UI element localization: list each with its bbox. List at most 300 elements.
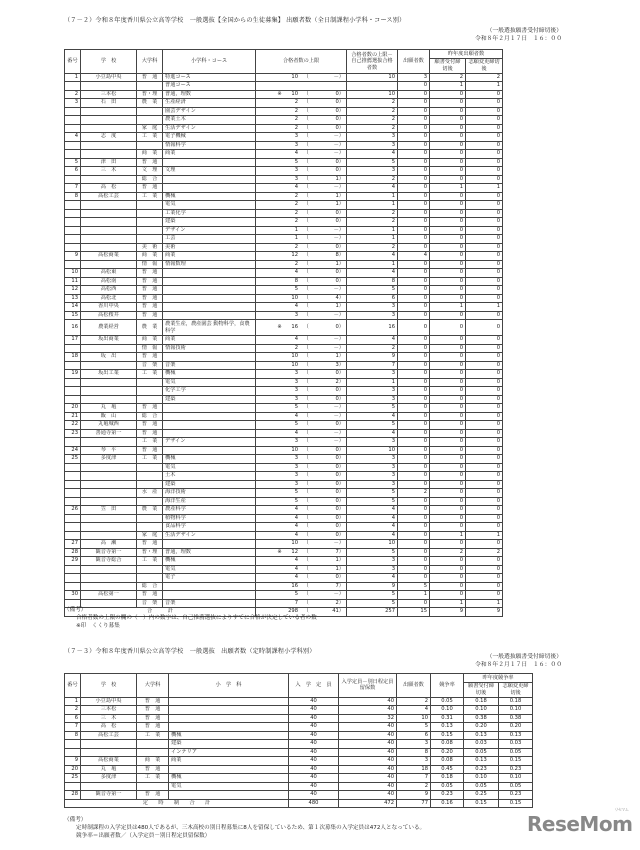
row-prev-after-change: 0 xyxy=(466,141,503,150)
row-limit: 8 （ 0） xyxy=(256,277,347,286)
row-applicants: 0 xyxy=(398,277,430,286)
row-prev-after-change: 0.13 xyxy=(499,731,533,740)
limit-value: 4 xyxy=(294,336,298,343)
logo-ruby: リセマム xyxy=(614,807,629,812)
row-ratio: 0.05 xyxy=(431,782,464,791)
row-school: 丸 亀 xyxy=(81,404,137,413)
row-course: 文理 xyxy=(163,167,256,176)
row-prev-after-accept: 0 xyxy=(430,235,466,244)
row-course: 建築 xyxy=(163,395,256,404)
row-number xyxy=(65,218,81,227)
row-prev-after-change: 1 xyxy=(466,599,503,608)
row-prev-after-accept: 0 xyxy=(430,158,466,167)
row-capacity: 40 xyxy=(289,740,339,749)
row-applicants: 0 xyxy=(398,311,430,320)
row-school: 多度津 xyxy=(81,455,137,464)
self-recommend-count: 1 xyxy=(335,565,339,572)
notes-heading: （備考） xyxy=(64,607,87,613)
row-net-limit xyxy=(347,82,398,91)
row-applicants: 0 xyxy=(398,303,430,312)
limit-value: 4 xyxy=(294,429,298,436)
row-prev-after-change: 0 xyxy=(466,463,503,472)
row-course: 商業 xyxy=(163,150,256,159)
row-number: 27 xyxy=(65,540,81,549)
row-department: 普 通 xyxy=(137,303,163,312)
row-net-limit: 8 xyxy=(347,277,398,286)
table-row xyxy=(65,175,503,184)
row-net-limit: 3 xyxy=(347,463,398,472)
col2-prev-after-change: 志願変更締切後 xyxy=(499,682,533,697)
table-row xyxy=(65,286,503,295)
row-course xyxy=(163,429,256,438)
table-row xyxy=(65,531,503,540)
row-limit: 2 （ 0） xyxy=(256,116,347,125)
row-number xyxy=(65,531,81,540)
row-net-limit: 2 xyxy=(347,218,398,227)
self-recommend-count: 0 xyxy=(335,99,339,106)
row-prev-after-accept: 2 xyxy=(430,73,466,82)
section1-title: （７－２）令和８年度香川県公立高等学校 一般選抜【全国からの生徒募集】 出願者数（全日制課程小学科・コース別） xyxy=(64,17,406,24)
row-applicants: 0 xyxy=(398,344,430,353)
row-prev-after-accept: 0 xyxy=(430,489,466,498)
row-department: 工 業 xyxy=(137,438,163,447)
row-department: 商 業 xyxy=(137,336,163,345)
total-paren-value: 41 xyxy=(332,608,339,615)
row-applicants: 0 xyxy=(398,523,430,532)
row-number xyxy=(65,150,81,159)
row-applicants: 4 xyxy=(398,252,430,261)
row-net-limit: 4 xyxy=(347,412,398,421)
table-row xyxy=(65,192,503,201)
self-recommend-count: 0 xyxy=(335,218,339,225)
limit-value: 10 xyxy=(291,294,298,301)
row-capacity: 40 xyxy=(289,791,339,800)
row-limit: 2 （ 0） xyxy=(256,218,347,227)
row-applicants: 0 xyxy=(398,201,430,210)
table-row xyxy=(65,99,503,108)
row-school xyxy=(81,378,137,387)
row-number: 16 xyxy=(65,320,81,336)
fulltime-applicants-table xyxy=(64,49,503,617)
row-course: 海洋技術 xyxy=(163,489,256,498)
col2-prev-year: 昨年度競争率 xyxy=(464,674,533,683)
row-net-limit: 7 xyxy=(347,361,398,370)
self-recommend-count: 2 xyxy=(335,599,339,606)
row-prev-after-accept: 0 xyxy=(430,201,466,210)
row-school xyxy=(81,514,137,523)
row-course: 機械 xyxy=(169,774,289,783)
section1-meta-date: 令和８年２月１７日 １６：００ xyxy=(475,36,562,42)
row-net-limit: 5 xyxy=(347,286,398,295)
row-number xyxy=(65,497,81,506)
row-limit: 4 （ 0） xyxy=(256,574,347,583)
row-prev-after-change: 0 xyxy=(466,320,503,336)
limit-value: 2 xyxy=(294,192,298,199)
limit-value: 10 xyxy=(291,90,298,97)
row-number: 20 xyxy=(65,404,81,413)
limit-value: 8 xyxy=(294,277,298,284)
table-row xyxy=(65,723,533,732)
table-row xyxy=(65,150,503,159)
row-net-limit: 4 xyxy=(347,531,398,540)
row-ratio: 0.13 xyxy=(431,723,464,732)
row-limit: ※ 12 （ 7） xyxy=(256,548,347,557)
limit-value: 4 xyxy=(294,531,298,538)
table-row xyxy=(65,260,503,269)
row-number: 17 xyxy=(65,336,81,345)
row-prev-after-accept: 0 xyxy=(430,252,466,261)
row-school xyxy=(81,463,137,472)
row-prev-after-change: 0 xyxy=(466,557,503,566)
row-school xyxy=(81,107,137,116)
row-net-limit: 5 xyxy=(347,489,398,498)
row-prev-after-change: 1 xyxy=(466,82,503,91)
limit-value: 3 xyxy=(294,472,298,479)
row-limit: ※ 16 （ 0） xyxy=(256,320,347,336)
row-number: 6 xyxy=(65,714,81,723)
col2-no: 番号 xyxy=(65,674,81,698)
row-applicants: 0 xyxy=(398,548,430,557)
row-net-limit: 4 xyxy=(347,336,398,345)
row-school xyxy=(81,438,137,447)
total2-label: 定 時 制 合 計 xyxy=(65,799,289,808)
self-recommend-count: 0 xyxy=(335,421,339,428)
row-prev-after-change: 0 xyxy=(466,277,503,286)
row-school: 高 松 xyxy=(81,184,137,193)
row-prev-after-accept: 0.10 xyxy=(464,774,499,783)
limit-value: 4 xyxy=(294,184,298,191)
row-number xyxy=(65,582,81,591)
row-net-limit: 3 xyxy=(347,480,398,489)
row-limit: 2 （ －） xyxy=(256,344,347,353)
table-row xyxy=(65,497,503,506)
row-department xyxy=(137,463,163,472)
self-recommend-count: － xyxy=(333,540,339,547)
table-row xyxy=(65,714,533,723)
row-prev-after-change: 0 xyxy=(466,353,503,362)
row-applicants: 7 xyxy=(397,774,431,783)
table-row xyxy=(65,344,503,353)
row-prev-after-accept: 0 xyxy=(430,591,466,600)
table-row xyxy=(65,557,503,566)
notes2-heading: （備考） xyxy=(64,817,87,823)
row-department xyxy=(137,218,163,227)
row-course: 商業 xyxy=(163,252,256,261)
row-school: 高松商業 xyxy=(81,757,137,766)
row-number xyxy=(65,141,81,150)
table-row xyxy=(65,336,503,345)
row-number: 18 xyxy=(65,353,81,362)
row-prev-after-accept: 0 xyxy=(430,472,466,481)
row-school: 高松西 xyxy=(81,286,137,295)
row-net-limit: 3 xyxy=(347,565,398,574)
row-number: 2 xyxy=(65,706,81,715)
table-row xyxy=(65,697,533,706)
row-course: 建築 xyxy=(163,480,256,489)
row-applicants: 0 xyxy=(398,387,430,396)
row-limit: 4 （ －） xyxy=(256,429,347,438)
row-applicants: 6 xyxy=(397,731,431,740)
limit-value: 2 xyxy=(294,209,298,216)
row-department xyxy=(137,226,163,235)
self-recommend-count: － xyxy=(333,591,339,598)
self-recommend-count: － xyxy=(333,412,339,419)
row-course xyxy=(163,421,256,430)
row-course: 工業化学 xyxy=(163,209,256,218)
row-department: 普 通 xyxy=(137,269,163,278)
row-prev-after-accept: 0 xyxy=(430,421,466,430)
row-applicants: 0 xyxy=(398,599,430,608)
self-recommend-count: 0 xyxy=(335,124,339,131)
limit-value: 2 xyxy=(294,344,298,351)
row-department xyxy=(137,209,163,218)
row-prev-after-accept: 0.38 xyxy=(464,714,499,723)
row-applicants: 0 xyxy=(398,286,430,295)
row-applicants: 0 xyxy=(398,167,430,176)
row-school xyxy=(81,361,137,370)
limit-value: 3 xyxy=(294,133,298,140)
row-department xyxy=(137,740,169,749)
table-row xyxy=(65,378,503,387)
row-limit: 3 （ 0） xyxy=(256,370,347,379)
table-row xyxy=(65,591,503,600)
row-net-limit: 1 xyxy=(347,201,398,210)
row-number xyxy=(65,782,81,791)
row-department: 水 産 xyxy=(137,489,163,498)
self-recommend-count: － xyxy=(333,286,339,293)
row-limit: 2 （ 1） xyxy=(256,260,347,269)
row-prev-after-change: 0 xyxy=(466,158,503,167)
limit-value: 5 xyxy=(294,286,298,293)
section2-title: （７－３）令和８年度香川県公立高等学校 一般選抜 出願者数（定時制課程小学科別） xyxy=(64,648,316,655)
row-department: 工 業 xyxy=(137,370,163,379)
row-school: 高松工芸 xyxy=(81,731,137,740)
row-applicants: 0 xyxy=(398,361,430,370)
row-school: 農業経営 xyxy=(81,320,137,336)
row-prev-after-accept: 0 xyxy=(430,294,466,303)
row-applicants: 0 xyxy=(398,353,430,362)
col-prev-after-change: 志願変更締切後 xyxy=(466,58,503,73)
row-number: 13 xyxy=(65,294,81,303)
row-school: 高松桜井 xyxy=(81,311,137,320)
row-number: 29 xyxy=(65,557,81,566)
row-prev-after-change: 0 xyxy=(466,404,503,413)
row-number: 19 xyxy=(65,370,81,379)
limit-value: 4 xyxy=(294,150,298,157)
row-applicants: 3 xyxy=(397,740,431,749)
row-limit: 7 （ 2） xyxy=(256,599,347,608)
row-prev-after-accept: 0 xyxy=(430,311,466,320)
row-prev-after-change: 0.10 xyxy=(499,706,533,715)
row-applicants: 0 xyxy=(398,455,430,464)
self-recommend-count: － xyxy=(333,438,339,445)
row-net-limit: 3 xyxy=(347,438,398,447)
row-applicants: 3 xyxy=(398,73,430,82)
self-recommend-count: 0 xyxy=(335,209,339,216)
row-prev-after-accept: 0 xyxy=(430,320,466,336)
row-prev-after-change: 0 xyxy=(466,540,503,549)
row-capacity: 40 xyxy=(289,714,339,723)
row-school xyxy=(81,740,137,749)
row-number: 28 xyxy=(65,548,81,557)
row-capacity-net: 40 xyxy=(339,748,397,757)
row-school: 津 田 xyxy=(81,158,137,167)
col2-school: 学 校 xyxy=(81,674,137,698)
row-limit: 5 （ －） xyxy=(256,286,347,295)
row-number xyxy=(65,574,81,583)
col2-prev-after-accept: 願書受付締切後 xyxy=(464,682,499,697)
limit-value: 7 xyxy=(294,599,298,606)
row-number xyxy=(65,260,81,269)
row-course xyxy=(163,582,256,591)
table-row xyxy=(65,429,503,438)
self-recommend-count: 0 xyxy=(335,463,339,470)
row-limit: 4 （ 1） xyxy=(256,565,347,574)
row-net-limit: 4 xyxy=(347,150,398,159)
table-row xyxy=(65,303,503,312)
row-number: 8 xyxy=(65,192,81,201)
notes2-line-2: 競争率＝出願者数／（入学定員－別日程定員留保数） xyxy=(76,833,211,839)
row-prev-after-change: 0 xyxy=(466,565,503,574)
row-prev-after-change: 0 xyxy=(466,429,503,438)
table-row xyxy=(65,141,503,150)
table-row xyxy=(65,124,503,133)
row-limit: 3 （ 0） xyxy=(256,455,347,464)
limit-value: 2 xyxy=(294,107,298,114)
table-row xyxy=(65,294,503,303)
row-prev-after-accept: 0.03 xyxy=(464,740,499,749)
row-limit: 5 （ 0） xyxy=(256,489,347,498)
row-net-limit: 2 xyxy=(347,116,398,125)
row-school: 高松工芸 xyxy=(81,192,137,201)
row-course xyxy=(163,277,256,286)
row-limit: 5 （ 0） xyxy=(256,421,347,430)
row-net-limit: 3 xyxy=(347,133,398,142)
row-prev-after-change: 0.03 xyxy=(499,740,533,749)
row-ratio: 0.23 xyxy=(431,791,464,800)
limit-value: 2 xyxy=(294,260,298,267)
col2-applicants: 出願者数 xyxy=(397,674,431,698)
limit-value: 4 xyxy=(294,565,298,572)
row-course: 電気 xyxy=(163,565,256,574)
limit-value: 2 xyxy=(294,116,298,123)
row-applicants: 5 xyxy=(398,582,430,591)
row-department: 普 通 xyxy=(137,765,169,774)
row-prev-after-change: 0 xyxy=(466,260,503,269)
limit-value: 3 xyxy=(294,387,298,394)
limit-value: 3 xyxy=(294,395,298,402)
row-applicants: 0 xyxy=(398,429,430,438)
row-prev-after-change: 0 xyxy=(466,344,503,353)
row-school: 高松第一 xyxy=(81,591,137,600)
self-recommend-count: 0 xyxy=(335,116,339,123)
row-school: 三本松 xyxy=(81,90,137,99)
row-net-limit: 3 xyxy=(347,141,398,150)
table-row xyxy=(65,269,503,278)
self-recommend-count: － xyxy=(333,226,339,233)
row-capacity-net: 40 xyxy=(339,697,397,706)
row-number xyxy=(65,489,81,498)
row-department xyxy=(137,395,163,404)
row-number: 21 xyxy=(65,412,81,421)
row-net-limit: 2 xyxy=(347,124,398,133)
self-recommend-count: 0 xyxy=(335,480,339,487)
self-recommend-count: 1 xyxy=(335,557,339,564)
row-applicants: 0 xyxy=(398,472,430,481)
row-department: 家 庭 xyxy=(137,531,163,540)
row-department: 工 業 xyxy=(137,774,169,783)
self-recommend-count: － xyxy=(333,235,339,242)
row-limit: 10 （ 0） xyxy=(256,446,347,455)
row-limit: 4 （ 0） xyxy=(256,506,347,515)
row-applicants: 3 xyxy=(397,757,431,766)
row-department: 普 通 xyxy=(137,353,163,362)
row-department: 工 業 xyxy=(137,133,163,142)
row-school xyxy=(81,209,137,218)
self-recommend-count: 0 xyxy=(335,90,339,97)
row-school xyxy=(81,201,137,210)
limit-value: 10 xyxy=(291,446,298,453)
row-prev-after-change: 1 xyxy=(466,184,503,193)
row-course: 建築 xyxy=(169,740,289,749)
row-number: 14 xyxy=(65,303,81,312)
row-prev-after-change: 0 xyxy=(466,116,503,125)
limit-value: 5 xyxy=(294,421,298,428)
col-dept: 大学科 xyxy=(137,50,163,74)
row-net-limit: 10 xyxy=(347,540,398,549)
limit-value: 16 xyxy=(291,582,298,589)
row-school: 小豆島中央 xyxy=(81,73,137,82)
section2-meta-date: 令和８年２月１７日 １６：００ xyxy=(475,662,562,668)
self-recommend-count: 0 xyxy=(335,472,339,479)
row-prev-after-change: 0 xyxy=(466,311,503,320)
row-net-limit: 4 xyxy=(347,252,398,261)
row-limit: 3 （ 0） xyxy=(256,463,347,472)
self-recommend-count: － xyxy=(333,73,339,80)
table-row xyxy=(65,133,503,142)
row-number: 20 xyxy=(65,765,81,774)
row-course: 生活デザイン xyxy=(163,124,256,133)
table-row xyxy=(65,361,503,370)
row-net-limit: 5 xyxy=(347,404,398,413)
row-limit: ※ 10 （ 0） xyxy=(256,90,347,99)
row-applicants: 0 xyxy=(398,133,430,142)
row-prev-after-accept: 0 xyxy=(430,523,466,532)
row-course: 機械 xyxy=(163,370,256,379)
row-prev-after-change: 0.15 xyxy=(499,757,533,766)
row-limit: 3 （ －） xyxy=(256,133,347,142)
row-number xyxy=(65,116,81,125)
total-limit: 298 （ 41） xyxy=(256,608,347,617)
self-recommend-count: － xyxy=(333,429,339,436)
row-prev-after-accept: 0 xyxy=(430,455,466,464)
table-row xyxy=(65,73,503,82)
table-row xyxy=(65,506,503,515)
row-applicants: 0 xyxy=(398,336,430,345)
limit-value: 1 xyxy=(294,235,298,242)
row-net-limit: 2 xyxy=(347,99,398,108)
row-department xyxy=(137,523,163,532)
self-recommend-count: 0 xyxy=(335,523,339,530)
row-course: 電気 xyxy=(169,782,289,791)
table-row xyxy=(65,446,503,455)
table-row xyxy=(65,107,503,116)
row-net-limit: 5 xyxy=(347,599,398,608)
row-school xyxy=(81,480,137,489)
row-limit: 16 （ 7） xyxy=(256,582,347,591)
row-course: 美術 xyxy=(163,243,256,252)
limit-value: 5 xyxy=(294,497,298,504)
